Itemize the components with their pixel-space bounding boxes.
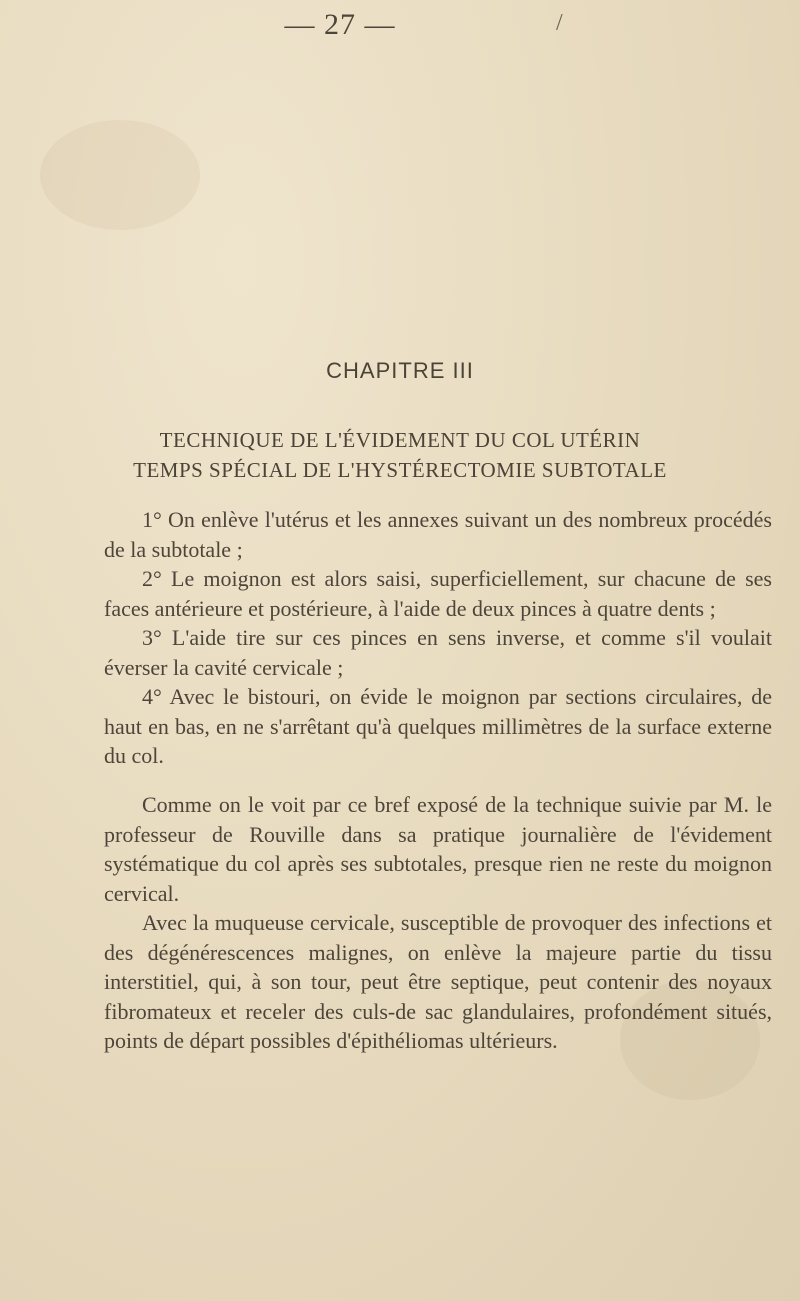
paper-stain [40,120,200,230]
step-paragraph: 3° L'aide tire sur ces pinces en sens inverse, et comme s'il voulait éverser la cavité cervicale ; [104,625,772,680]
step-paragraph: 4° Avec le bistouri, on évide le moignon par sections circulaires, de haut en bas, en ne s'arrêtant qu'à quelques millimètres de la surface externe du col. [104,684,772,768]
discussion-text [104,790,772,1056]
discussion-paragraph: Avec la muqueuse cervicale, susceptible de provoquer des infections et des dégénérescences malignes, on enlève la majeure partie du tissu interstitiel, qui, à son tour, peut être septique, peut contenir des noyaux fibromateux et receler des culs-de sac glandulaires, profondément situés, points de départ possibles d'épithéliomas ultérieurs. [104,910,772,1053]
technique-steps [104,505,772,771]
step-paragraph: 1° On enlève l'utérus et les annexes suivant un des nombreux procédés de la subtotale ; [104,507,772,562]
section-title-line-1: TECHNIQUE DE L'ÉVIDEMENT DU COL UTÉRIN [159,428,641,452]
discussion-paragraph: Comme on le voit par ce bref exposé de la technique suivie par M. le professeur de Rouville dans sa pratique journalière de l'évidement systématique du col après ses subtotales, presque rien ne reste du moignon cervical. [104,792,772,906]
margin-mark: / [556,10,563,36]
step-paragraph: 2° Le moignon est alors saisi, superficiellement, sur chacune de ses faces antérieure et postérieure, à l'aide de deux pinces à quatre dents ; [104,566,772,621]
page-number: — 27 — [284,8,396,41]
page-header [0,8,800,48]
section-title-line-2: TEMPS SPÉCIAL DE L'HYSTÉRECTOMIE SUBTOTALE [133,458,667,482]
chapter-title: CHAPITRE III [326,358,474,383]
